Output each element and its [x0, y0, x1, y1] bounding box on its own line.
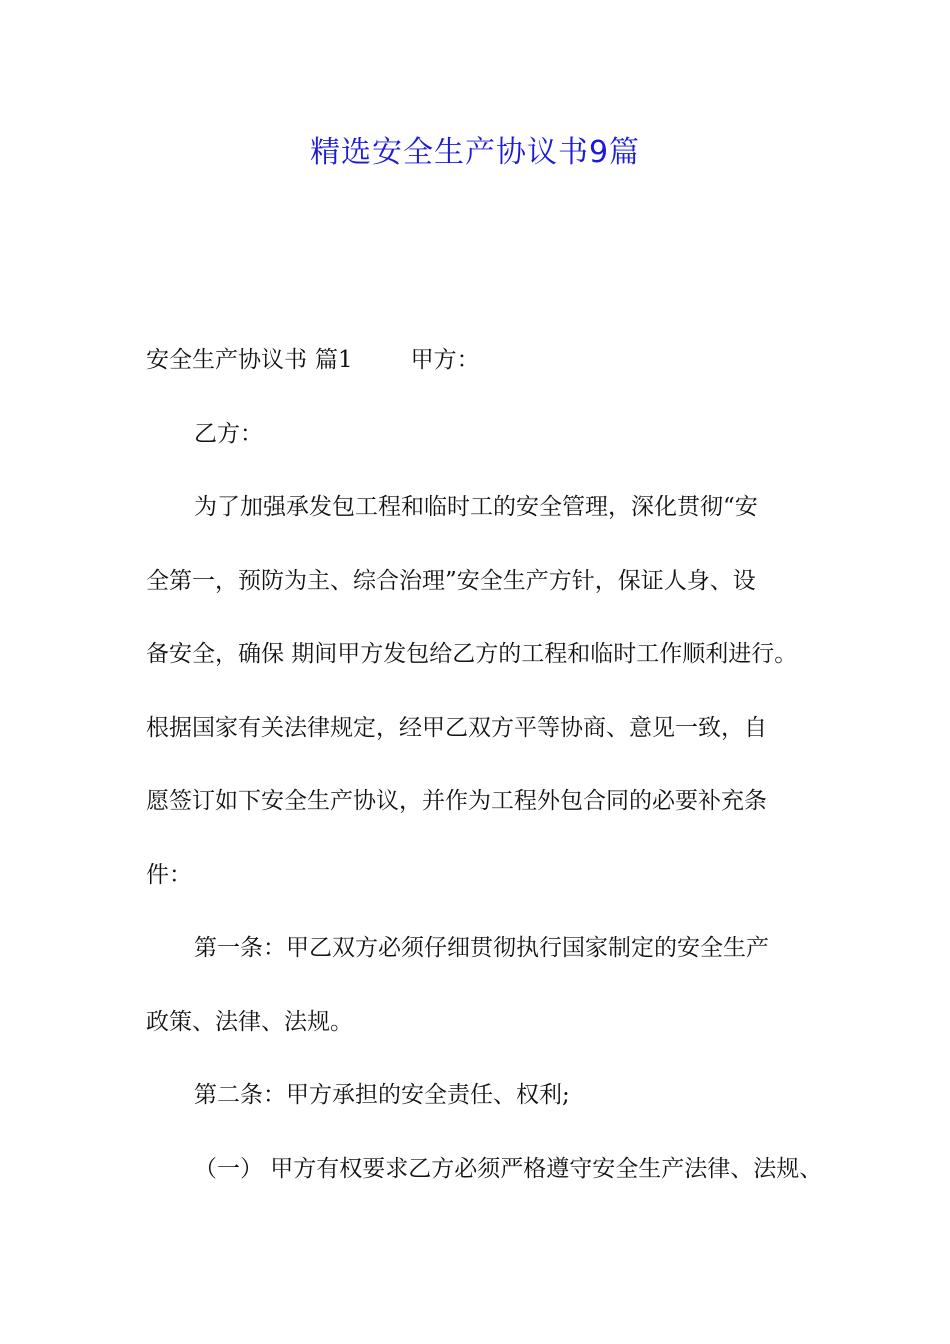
paragraph-line: 件： — [146, 861, 192, 888]
article-line: 第二条：甲方承担的安全责任、权利; — [194, 1082, 570, 1108]
document-body — [146, 338, 823, 1220]
paragraph-line: 全第一，预防为主、综合治理”安全生产方针，保证人身、设 — [146, 567, 756, 594]
section-heading-piece: 篇1 — [315, 347, 353, 373]
party-b-line — [146, 412, 816, 486]
party-a-label: 甲方： — [410, 347, 480, 373]
party-b-label: 乙方： — [194, 420, 263, 447]
article-line: 第一条：甲乙双方必须仔细贯彻执行国家制定的安全生产 — [194, 935, 769, 961]
section-heading-label: 安全生产协议书 — [146, 347, 307, 373]
paragraph-line: 为了加强承发包工程和临时工的安全管理，深化贯彻“安 — [194, 494, 758, 520]
paragraph-line: 备安全，确保 期间甲方发包给乙方的工程和临时工作顺利进行。 — [146, 641, 798, 667]
paragraph-line: 根据国家有关法律规定，经甲乙双方平等协商、意见一致，自 — [146, 714, 767, 741]
section-heading-line — [146, 338, 816, 412]
clause-line: （一） 甲方有权要求乙方必须严格遵守安全生产法律、法规、 — [194, 1155, 823, 1182]
paragraph-line: 愿签订如下安全生产协议，并作为工程外包合同的必要补充条 — [146, 788, 767, 814]
document-title: 精选安全生产协议书9篇 — [309, 135, 641, 170]
article-line: 政策、法律、法规。 — [146, 1008, 353, 1035]
